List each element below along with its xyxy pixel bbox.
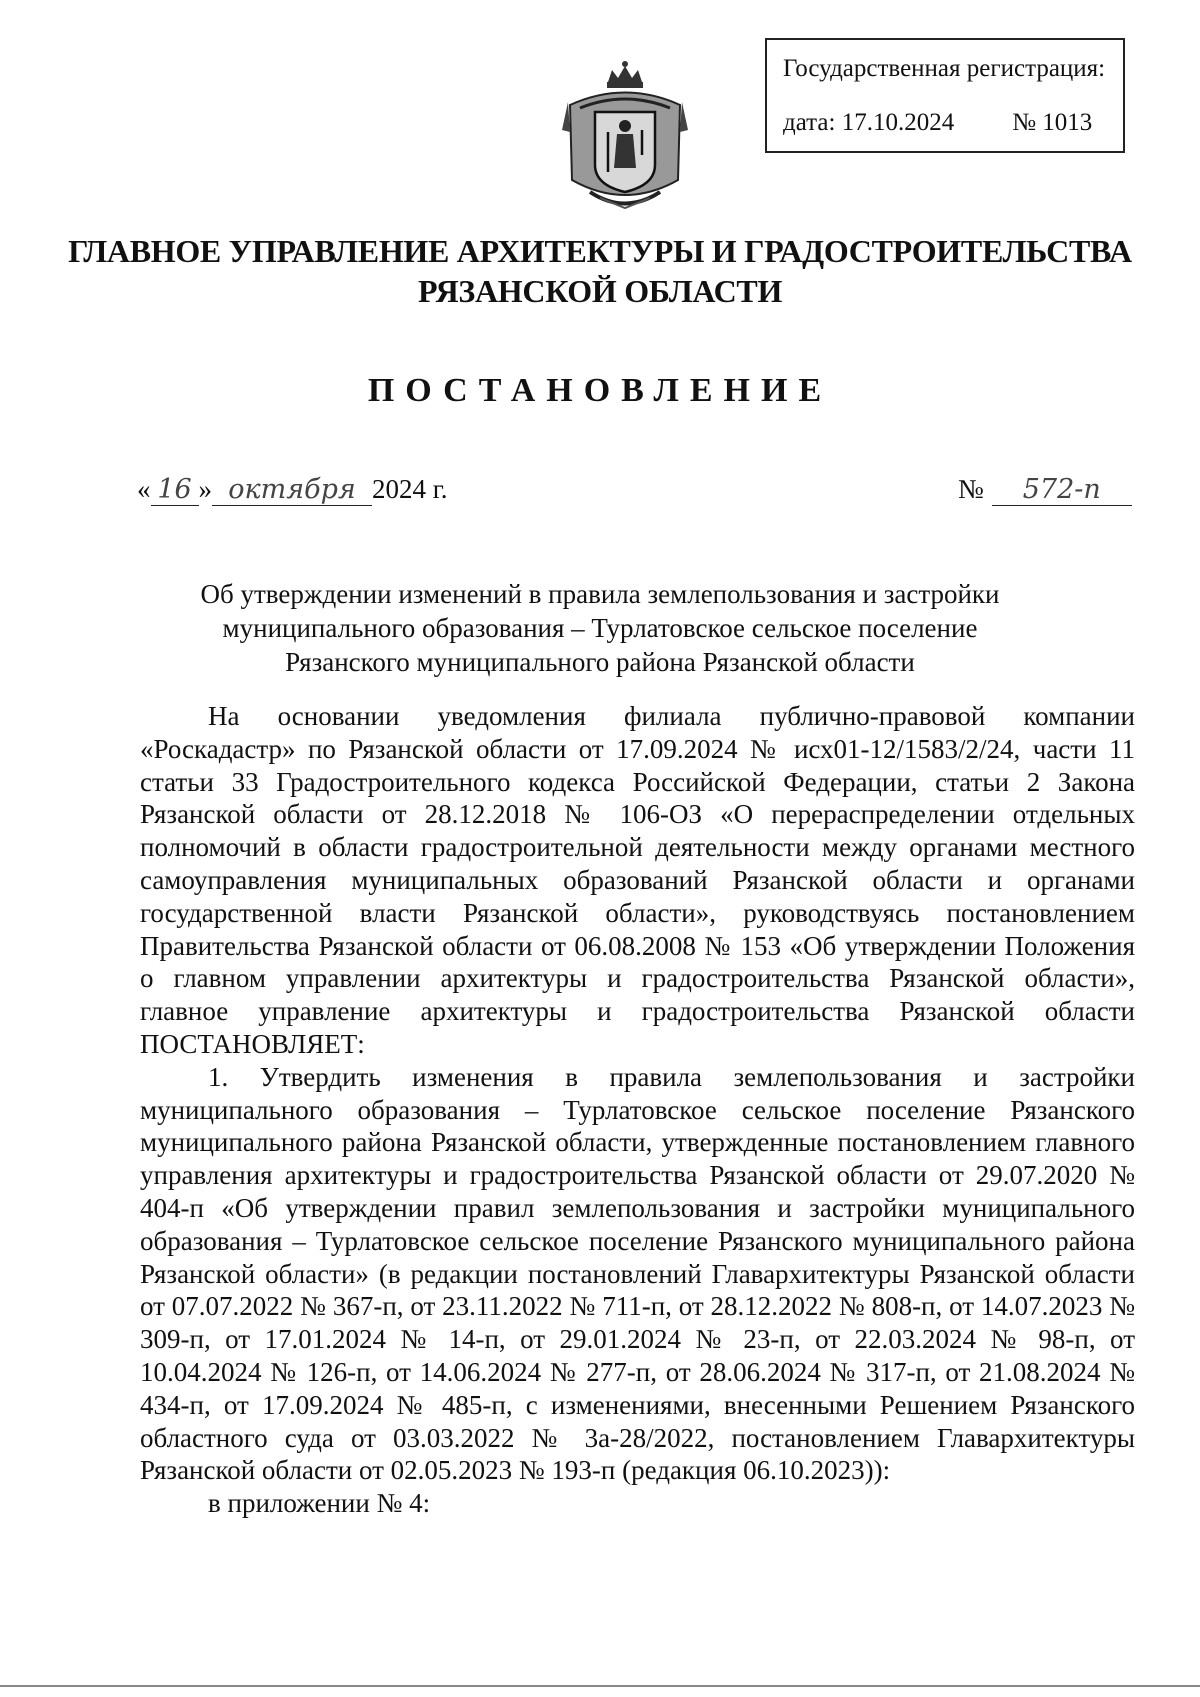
organization-line-1: ГЛАВНОЕ УПРАВЛЕНИЕ АРХИТЕКТУРЫ И ГРАДОСТРОИТЕЛЬСТВА — [68, 233, 1132, 269]
date-year: 2024 г. — [372, 474, 448, 504]
document-date — [137, 474, 448, 506]
document-number — [958, 474, 1132, 506]
organization-name — [0, 231, 1200, 311]
date-close-quote: » — [198, 474, 212, 504]
body-paragraph-preamble: На основании уведомления филиала публично-правовой компании «Роскадастр» по Рязанской области от 17.09.2024 № исх01-12/1583/2/24, части 11 статьи 33 Градостроительного кодекса Российской Федерации, статьи 2 Закона Рязанской области от 28.12.2018 № 106-ОЗ «О перераспределении отдельных полномочий в области градостроительной деятельности между органами местного самоуправления муниципальных образований Рязанской области и органами государственной власти Рязанской области», руководствуясь постановлением Правительства Рязанской области от 06.08.2008 № 153 «Об утверждении Положения о главном управлении архитектуры и градостроительства Рязанской области», главное управление архитектуры и градостроительства Рязанской области ПОСТАНОВЛЯЕТ: — [140, 701, 1135, 1059]
subject-line-1: Об утверждении изменений в правила землепользования и застройки — [200, 579, 1000, 609]
document-body — [140, 700, 1135, 1520]
date-open-quote: « — [137, 474, 151, 504]
coat-of-arms-icon — [560, 60, 690, 220]
scan-edge-divider — [0, 1685, 1200, 1687]
number-label: № — [958, 474, 984, 504]
registration-details — [783, 106, 1107, 140]
document-type: ПОСТАНОВЛЕНИЕ — [367, 372, 833, 409]
organization-line-2: РЯЗАНСКОЙ ОБЛАСТИ — [417, 273, 783, 309]
registration-title: Государственная регистрация: — [783, 55, 1106, 82]
body-appendix-line: в приложении № 4: — [208, 1488, 431, 1519]
date-month-handwritten: октября — [212, 474, 372, 506]
registration-date: дата: 17.10.2024 — [783, 109, 955, 136]
date-day-handwritten: 16 — [151, 474, 199, 506]
number-handwritten: 572-п — [992, 474, 1132, 506]
registration-number: № 1013 — [1012, 109, 1093, 136]
subject-line-3: Рязанского муниципального района Рязанской области — [285, 647, 915, 677]
registration-stamp — [765, 38, 1125, 153]
body-item-1: 1. Утвердить изменения в правила землепользования и застройки муниципального образования – Турлатовское сельское поселение Рязанского муниципального района Рязанской области, утвержденные постановлением главного управления архитектуры и градостроительства Рязанской области от 29.07.2020 № 404-п «Об утверждении правил землепользования и застройки муниципального образования – Турлатовское сельское поселение Рязанского муниципального района Рязанской области» (в редакции постановлений Главархитектуры Рязанской области от 07.07.2022 № 367-п, от 23.11.2022 № 711-п, от 28.12.2022 № 808-п, от 14.07.2023 № 309-п, от 17.01.2024 № 14-п, от 29.01.2024 № 23-п, от 22.03.2024 № 98-п, от 10.04.2024 № 126-п, от 14.06.2024 № 277-п, от 28.06.2024 № 317-п, от 21.08.2024 № 434-п, от 17.09.2024 № 485-п, с изменениями, внесенными Решением Рязанского областного суда от 03.03.2022 № 3а-28/2022, постановлением Главархитектуры Рязанской области от 02.05.2023 № 193-п (редакция 06.10.2023)): — [140, 1061, 1135, 1486]
document-subject — [0, 577, 1200, 679]
subject-line-2: муниципального образования – Турлатовское сельское поселение — [222, 613, 978, 643]
